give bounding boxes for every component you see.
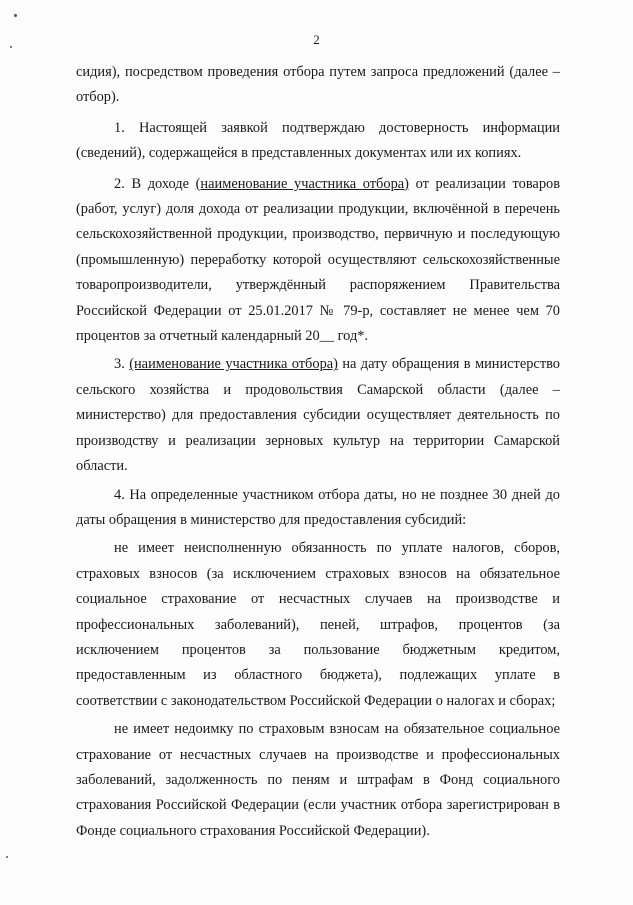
paragraph-4-item-insurance: не имеет недоимку по страховым взносам на обязательное социальное страхование от несчастных случаев на производстве и профессиональных заболеваний, задолженность по пеням и штрафам в Фонд социального страхования Российской Федерации (если участник отбора зарегистрирован в Фонде социального страхования Российской Федерации). bbox=[76, 721, 560, 839]
paragraph-2 bbox=[76, 172, 560, 350]
page-number: 2 bbox=[313, 32, 320, 47]
paragraph-3-text: на дату обращения в министерство сельского хозяйства и продовольствия Самарской области (далее – министерство) для предоставления субсидии осуществляет деятельность по производству и реализации зерновых культур на территории Самарской области. bbox=[76, 356, 560, 475]
paragraph-continuation: сидия), посредством проведения отбора путем запроса предложений (далее – отбор). bbox=[76, 64, 560, 106]
paragraph-2-text: от реализации товаров (работ, услуг) доля дохода от реализации продукции, включённой в перечень сельскохозяйственной продукции, производство, первичную и последующую (промышленную) переработку которой осуществляют сельскохозяйственные товаропроизводители, утверждённый распоряжением Правительства Российской Федерации от 25.01.2017 № 79-р, составляет не менее чем 70 процентов за отчетный календарный 20__ год*. bbox=[76, 175, 561, 345]
paragraph-3 bbox=[76, 352, 560, 479]
scan-speck bbox=[6, 856, 8, 858]
paragraph-4-item-taxes: не имеет неисполненную обязанность по уплате налогов, сборов, страховых взносов (за исключением страховых взносов на обязательное социальное страхование от несчастных случаев на производстве и профессиональных заболеваний), пеней, штрафов, процентов (за исключением процентов за пользование бюджетным кредитом, предоставленным из областного бюджета), подлежащих уплате в соответствии с законодательством Российской Федерации о налогах и сборах; bbox=[76, 540, 560, 709]
paragraph-1: 1. Настоящей заявкой подтверждаю достоверность информации (сведений), содержащейся в представленных документах или их копиях. bbox=[76, 119, 560, 162]
document-body bbox=[76, 60, 560, 847]
participant-name-placeholder: (наименование участника отбора) bbox=[129, 356, 338, 373]
paragraph-3-lead: 3. bbox=[114, 356, 130, 373]
paragraph-2-lead: 2. В доходе bbox=[114, 175, 196, 192]
scan-speck bbox=[14, 14, 17, 17]
participant-name-placeholder: (наименование участника отбора) bbox=[195, 175, 409, 192]
paragraph-4: 4. На определенные участником отбора даты, но не позднее 30 дней до даты обращения в министерство для предоставления субсидий: bbox=[76, 486, 560, 528]
